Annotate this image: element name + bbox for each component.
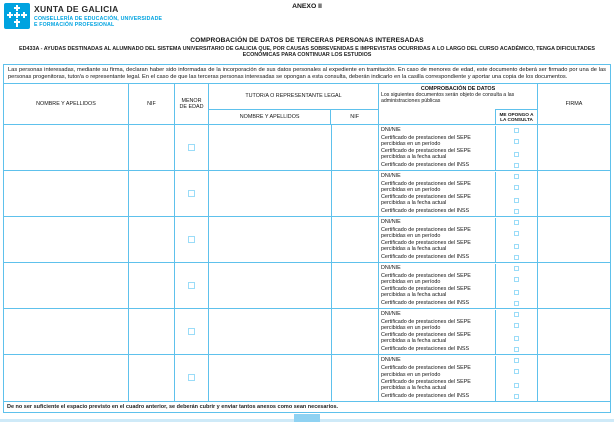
row-nombre-apellidos-field[interactable] xyxy=(4,355,129,401)
document-line xyxy=(379,240,537,253)
row-nif-field[interactable] xyxy=(129,309,175,354)
document-label: Certificado de prestaciones del SEPE percibidas a la fecha actual xyxy=(381,378,471,392)
menor-edad-checkbox[interactable] xyxy=(188,282,195,289)
me-opongo-checkbox[interactable] xyxy=(514,266,519,271)
document-line xyxy=(379,286,537,299)
oppose-checkbox-cell xyxy=(495,161,537,170)
header-nif: NIF xyxy=(129,84,175,124)
row-tutor-nif-field[interactable] xyxy=(332,355,379,401)
me-opongo-checkbox[interactable] xyxy=(514,312,519,317)
me-opongo-checkbox[interactable] xyxy=(514,277,519,282)
document-line xyxy=(379,207,537,216)
header-tutor-nombre: NOMBRE Y APELLIDOS xyxy=(209,110,331,124)
oppose-checkbox-cell xyxy=(495,392,537,401)
document-line xyxy=(379,345,537,354)
me-opongo-checkbox[interactable] xyxy=(514,301,519,306)
page-footer-marker xyxy=(294,414,320,422)
me-opongo-checkbox[interactable] xyxy=(514,347,519,352)
oppose-checkbox-cell xyxy=(495,148,537,161)
header-comprobacion-group xyxy=(379,84,538,124)
document-line xyxy=(379,392,537,401)
menor-edad-checkbox[interactable] xyxy=(188,144,195,151)
me-opongo-checkbox[interactable] xyxy=(514,244,519,249)
me-opongo-checkbox[interactable] xyxy=(514,198,519,203)
me-opongo-checkbox[interactable] xyxy=(514,394,519,399)
me-opongo-checkbox[interactable] xyxy=(514,139,519,144)
document-label: Certificado de prestaciones del SEPE percibidas a la fecha actual xyxy=(381,194,471,207)
document-label: Certificado de prestaciones del INSS xyxy=(381,162,470,169)
oppose-checkbox-cell xyxy=(495,286,537,299)
oppose-checkbox-cell xyxy=(495,365,537,379)
row-firma-field[interactable] xyxy=(538,125,610,170)
document-line xyxy=(379,181,537,194)
document-label: Certificado de prestaciones del INSS xyxy=(381,254,470,261)
row-tutor-nombre-field[interactable] xyxy=(209,309,332,354)
document-label: Certificado de prestaciones del SEPE percibidas en un período xyxy=(381,181,471,194)
me-opongo-checkbox[interactable] xyxy=(514,163,519,168)
table-row xyxy=(4,355,610,401)
me-opongo-checkbox[interactable] xyxy=(514,185,519,190)
table-body xyxy=(4,125,610,401)
menor-edad-checkbox[interactable] xyxy=(188,328,195,335)
oppose-checkbox-cell xyxy=(495,194,537,207)
document-label: Certificado de prestaciones del INSS xyxy=(381,393,470,400)
documents-cell xyxy=(379,125,538,170)
intro-paragraph: Las personas interesadas, mediante su firma, declaran haber sido informadas de la incorporación de sus datos personales al expediente en tramitación. En caso de menores de edad, este documento deberá ser firmado por una de las personas progenitoras, tutor/a o representante legal. En el caso de que las terceras personas interesadas se opongan a esta consulta, deberán indicarlo en la casilla correspondiente y aportar una copia de los documentos. xyxy=(3,64,611,84)
me-opongo-checkbox[interactable] xyxy=(514,174,519,179)
department-line-1: CONSELLERÍA DE EDUCACIÓN, UNIVERSIDADE xyxy=(34,15,163,22)
row-menor-edad-cell xyxy=(175,309,209,354)
oppose-checkbox-cell xyxy=(495,126,537,135)
oppose-checkbox-cell xyxy=(495,135,537,148)
title-block xyxy=(0,37,614,59)
document-label: DNI/NIE xyxy=(381,127,401,134)
footer-note: De no ser suficiente el espacio previsto en el cuadro anterior, se deberán cubrir y enviar tantos anexos como sean necesarios. xyxy=(3,402,611,414)
oppose-checkbox-cell xyxy=(495,299,537,308)
row-tutor-nombre-field[interactable] xyxy=(209,125,332,170)
header-tutor-nif: NIF xyxy=(350,113,359,120)
row-nif-field[interactable] xyxy=(129,355,175,401)
header-menor-edad: MENOR DE EDAD xyxy=(175,84,209,124)
me-opongo-checkbox[interactable] xyxy=(514,336,519,341)
row-firma-field[interactable] xyxy=(538,171,610,216)
row-tutor-nif-field[interactable] xyxy=(332,125,379,170)
table-row xyxy=(4,217,610,263)
me-opongo-checkbox[interactable] xyxy=(514,220,519,225)
data-verification-table xyxy=(3,84,611,402)
oppose-checkbox-cell xyxy=(495,310,537,319)
row-tutor-nombre-field[interactable] xyxy=(209,171,332,216)
row-menor-edad-cell xyxy=(175,125,209,170)
document-line xyxy=(379,365,537,379)
row-menor-edad-cell xyxy=(175,355,209,401)
row-firma-field[interactable] xyxy=(538,263,610,308)
oppose-checkbox-cell xyxy=(495,181,537,194)
table-row xyxy=(4,171,610,217)
menor-edad-checkbox[interactable] xyxy=(188,236,195,243)
document-line xyxy=(379,319,537,332)
me-opongo-checkbox[interactable] xyxy=(514,290,519,295)
oppose-checkbox-cell xyxy=(495,227,537,240)
oppose-checkbox-cell xyxy=(495,273,537,286)
me-opongo-checkbox[interactable] xyxy=(514,323,519,328)
document-label: Certificado de prestaciones del SEPE percibidas a la fecha actual xyxy=(381,286,471,299)
document-line xyxy=(379,378,537,392)
documents-cell xyxy=(379,355,538,401)
table-row xyxy=(4,309,610,355)
table-row xyxy=(4,125,610,171)
oppose-checkbox-cell xyxy=(495,378,537,392)
document-header xyxy=(0,0,614,32)
row-tutor-nif-field[interactable] xyxy=(332,263,379,308)
document-line xyxy=(379,332,537,345)
menor-edad-checkbox[interactable] xyxy=(188,374,195,381)
me-opongo-checkbox[interactable] xyxy=(514,231,519,236)
row-nombre-apellidos-field[interactable] xyxy=(4,309,129,354)
row-nombre-apellidos-field[interactable] xyxy=(4,217,129,262)
form-title: COMPROBACIÓN DE DATOS DE TERCERAS PERSONAS INTERESADAS xyxy=(190,37,424,44)
row-tutor-nif-field[interactable] xyxy=(332,309,379,354)
me-opongo-checkbox[interactable] xyxy=(514,152,519,157)
document-line xyxy=(379,126,537,135)
documents-cell xyxy=(379,217,538,262)
row-firma-field[interactable] xyxy=(538,309,610,354)
row-menor-edad-cell xyxy=(175,217,209,262)
row-firma-field[interactable] xyxy=(538,217,610,262)
header-comprobacion-desc: Los siguientes documentos serán objeto de consulta a las administraciones públicas xyxy=(381,91,515,104)
document-label: Certificado de prestaciones del SEPE percibidas en un período xyxy=(381,227,471,240)
document-label: Certificado de prestaciones del INSS xyxy=(381,346,470,353)
document-label: DNI/NIE xyxy=(381,173,401,180)
header-tutor-legal: TUTOR/A O REPRESENTANTE LEGAL xyxy=(209,84,378,110)
me-opongo-checkbox[interactable] xyxy=(514,255,519,260)
oppose-checkbox-cell xyxy=(495,218,537,227)
row-nombre-apellidos-field[interactable] xyxy=(4,263,129,308)
document-label: DNI/NIE xyxy=(381,357,401,364)
document-label: DNI/NIE xyxy=(381,219,401,226)
document-label: Certificado de prestaciones del INSS xyxy=(381,208,470,215)
row-firma-field[interactable] xyxy=(538,355,610,401)
document-label: Certificado de prestaciones del SEPE percibidas en un período xyxy=(381,319,471,332)
me-opongo-checkbox[interactable] xyxy=(514,128,519,133)
me-opongo-checkbox[interactable] xyxy=(514,209,519,214)
row-menor-edad-cell xyxy=(175,171,209,216)
document-line xyxy=(379,172,537,181)
menor-edad-checkbox[interactable] xyxy=(188,190,195,197)
table-row xyxy=(4,263,610,309)
header-firma: FIRMA xyxy=(565,100,583,107)
document-label: Certificado de prestaciones del SEPE percibidas en un período xyxy=(381,135,471,148)
document-label: DNI/NIE xyxy=(381,311,401,318)
row-nombre-apellidos-field[interactable] xyxy=(4,171,129,216)
row-nif-field[interactable] xyxy=(129,171,175,216)
row-nif-field[interactable] xyxy=(129,263,175,308)
me-opongo-checkbox[interactable] xyxy=(514,358,519,363)
document-line xyxy=(379,194,537,207)
anexo-label: ANEXO II xyxy=(292,3,322,10)
row-nif-field[interactable] xyxy=(129,217,175,262)
row-menor-edad-cell xyxy=(175,263,209,308)
document-line xyxy=(379,218,537,227)
header-tutor-group xyxy=(209,84,379,124)
oppose-checkbox-cell xyxy=(495,332,537,345)
document-line xyxy=(379,227,537,240)
documents-cell xyxy=(379,263,538,308)
oppose-checkbox-cell xyxy=(495,240,537,253)
oppose-checkbox-cell xyxy=(495,253,537,262)
oppose-checkbox-cell xyxy=(495,356,537,365)
documents-cell xyxy=(379,171,538,216)
department-line-2: E FORMACIÓN PROFESIONAL xyxy=(34,21,115,28)
row-tutor-nif-field[interactable] xyxy=(332,217,379,262)
row-nif-field[interactable] xyxy=(129,125,175,170)
me-opongo-checkbox[interactable] xyxy=(514,383,519,388)
document-label: Certificado de prestaciones del SEPE percibidas en un período xyxy=(381,273,471,286)
document-line xyxy=(379,264,537,273)
document-line xyxy=(379,310,537,319)
document-line xyxy=(379,161,537,170)
header-comprobacion-title: COMPROBACIÓN DE DATOS xyxy=(420,85,496,92)
header-nombre-apellidos: NOMBRE Y APELLIDOS xyxy=(4,84,129,124)
brand-name: XUNTA DE GALICIA xyxy=(34,4,119,14)
row-tutor-nombre-field[interactable] xyxy=(209,217,332,262)
document-line xyxy=(379,135,537,148)
document-line xyxy=(379,299,537,308)
document-line xyxy=(379,273,537,286)
document-label: Certificado de prestaciones del SEPE percibidas a la fecha actual xyxy=(381,332,471,345)
row-tutor-nombre-field[interactable] xyxy=(209,355,332,401)
documents-cell xyxy=(379,309,538,354)
document-line xyxy=(379,356,537,365)
document-label: Certificado de prestaciones del INSS xyxy=(381,300,470,307)
table-header-row xyxy=(4,84,610,125)
row-tutor-nif-field[interactable] xyxy=(332,171,379,216)
row-tutor-nombre-field[interactable] xyxy=(209,263,332,308)
me-opongo-checkbox[interactable] xyxy=(514,369,519,374)
document-line xyxy=(379,148,537,161)
document-label: Certificado de prestaciones del SEPE percibidas a la fecha actual xyxy=(381,148,471,161)
row-nombre-apellidos-field[interactable] xyxy=(4,125,129,170)
oppose-checkbox-cell xyxy=(495,345,537,354)
oppose-checkbox-cell xyxy=(495,172,537,181)
oppose-checkbox-cell xyxy=(495,319,537,332)
oppose-checkbox-cell xyxy=(495,264,537,273)
document-label: Certificado de prestaciones del SEPE percibidas a la fecha actual xyxy=(381,240,471,253)
document-label: Certificado de prestaciones del SEPE percibidas en un período xyxy=(381,365,471,378)
document-label: DNI/NIE xyxy=(381,265,401,272)
header-me-opongo: ME OPONGO A LA CONSULTA xyxy=(495,109,537,124)
oppose-checkbox-cell xyxy=(495,207,537,216)
form-subtitle: ED433A - AYUDAS DESTINADAS AL ALUMNADO DEL SISTEMA UNIVERSITARIO DE GALICIA QUE, POR CAUSAS SOBREVENIDAS E IMPREVISTAS OCURRIDAS A LO LARGO DEL CURSO ACADÉMICO, TENGA DIFICULTADES ECONÓMICAS PARA CONTINUAR LOS ESTUDIOS xyxy=(18,46,596,59)
document-line xyxy=(379,253,537,262)
